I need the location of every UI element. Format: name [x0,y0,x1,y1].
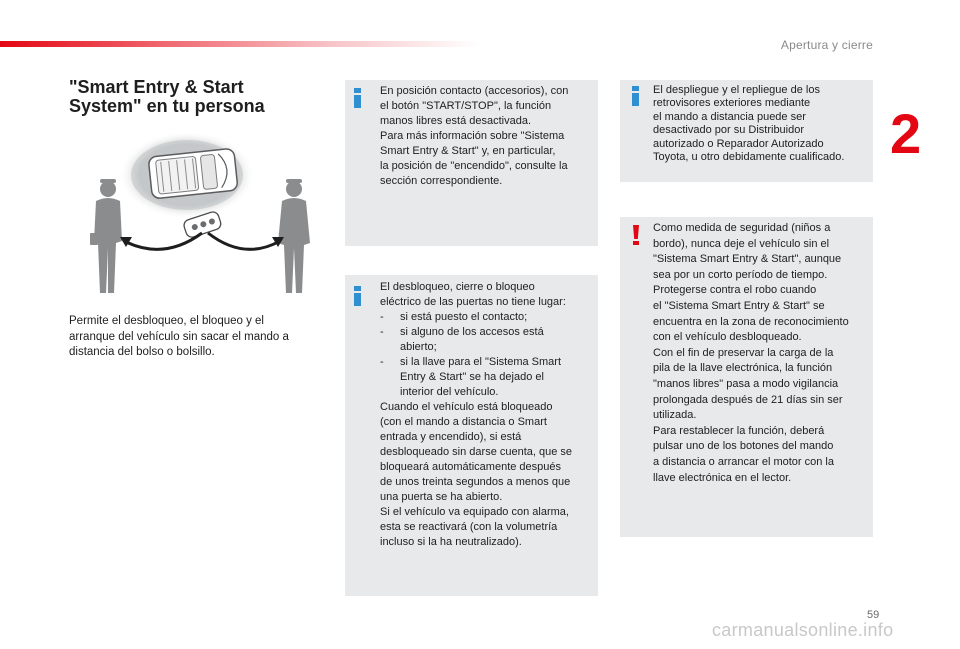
intro-paragraph: Permite el desbloqueo, el bloqueo y el arranque del vehículo sin sacar el mando a distancia del bolso o bolsillo. [69,315,289,359]
text-line: El despliegue y el repliegue de los [653,84,820,96]
text-line: bordo), nunca deje el vehículo sin el [653,237,830,250]
page-title-line-2: System" en tu persona [69,96,265,116]
text-line: encuentra en la zona de reconocimiento [653,315,849,328]
text-line: Protegerse contra el robo cuando [653,284,817,297]
text-line: incluso si la ha neutralizado). [380,536,522,548]
list-item-text: si alguno de los accesos está [400,326,544,338]
text-line: Para restablecer la función, deberá [653,424,825,437]
text-line: retrovisores exteriores mediante [653,97,811,110]
page-number: 59 [867,609,880,621]
list-item-text: abierto; [400,341,437,353]
text-line: a distancia o arrancar el motor con la [653,455,834,468]
list-item [380,310,594,325]
text-line: el mando a distancia puede ser [653,110,806,123]
text-line: Toyota, u otro debidamente cualificado. [653,151,845,164]
car-topview-icon [148,148,238,199]
text-line: eléctrico de las puertas no tiene lugar: [380,296,566,308]
text-line: Como medida de seguridad (niños a [653,222,831,234]
chapter-number: 2 [890,102,922,165]
warning-box-safety-text [653,221,871,486]
text-line: utilizada. [653,409,697,422]
list-item-text: si está puesto el contacto; [400,311,528,323]
text-line: bloqueará automáticamente después [380,461,562,473]
person-left-icon [90,179,122,293]
text-line: Para más información sobre "Sistema [380,130,565,142]
text-line: Con el fin de preservar la carga de la [653,346,834,359]
info-icon [354,88,362,108]
text-line: prolongada después de 21 días sin ser [653,393,843,406]
text-line: esta se reactivará (con la volumetría [380,521,558,533]
list-dash: - [380,311,384,323]
text-line: Si el vehículo va equipado con alarma, [380,506,569,518]
text-line: desactivado por su Distribuidor [653,124,805,137]
text-line: Smart Entry & Start" y, en particular, [380,145,556,157]
info-box-unlock-text [380,280,594,550]
info-box-contact-text [380,84,592,189]
info-icon [354,286,362,306]
smart-entry-illustration [84,133,324,303]
info-icon [632,86,640,106]
list-dash: - [380,326,384,338]
page-title [69,78,309,116]
text-line: el botón "START/STOP", la función [380,100,552,112]
text-line: la posición de "encendido", consulte la [380,160,568,172]
list-item [380,355,594,400]
text-line: llave electrónica en el lector. [653,471,792,484]
text-line: entrada y encendido), si está [380,431,522,443]
text-line: En posición contacto (accesorios), con [380,85,569,97]
text-line: el "Sistema Smart Entry & Start" se [653,299,825,312]
warning-icon [632,225,640,245]
text-line: (con el mando a distancia o Smart [380,416,547,428]
text-line: de unos treinta segundos a menos que [380,476,571,488]
list-item-text: Entry & Start" se ha dejado el [400,371,544,383]
range-arrow-right-icon [208,233,284,249]
text-line: pulsar uno de los botones del mando [653,440,834,453]
list-dash: - [380,356,384,368]
list-item [380,325,594,355]
text-line: autorizado o Reparador Autorizado [653,137,824,150]
text-line: sección correspondiente. [380,175,503,187]
text-line: El desbloqueo, cierre o bloqueo [380,281,535,293]
text-line: "Sistema Smart Entry & Start", aunque [653,253,842,266]
text-line: desbloqueado sin darse cuenta, que se [380,446,573,458]
list-item-text: interior del vehículo. [400,386,499,398]
text-line: una puerta se ha abierto. [380,491,503,503]
text-line: con el vehículo desbloqueado. [653,331,802,344]
header-accent-bar [0,41,480,47]
watermark: carmanualsonline.info [712,620,894,640]
text-line: "manos libres" pasa a modo vigilancia [653,377,839,390]
info-box-mirrors-text [653,84,869,164]
text-line: manos libres está desactivada. [380,115,532,127]
list-item-text: si la llave para el "Sistema Smart [400,356,562,368]
section-title: Apertura y cierre [780,38,873,52]
text-line: sea por un corto período de tiempo. [653,268,828,281]
text-line: Cuando el vehículo está bloqueado [380,401,553,413]
text-line: pila de la llave electrónica, la función [653,362,833,375]
page-title-line-1: "Smart Entry & Start [69,77,244,97]
person-right-icon [278,179,310,293]
